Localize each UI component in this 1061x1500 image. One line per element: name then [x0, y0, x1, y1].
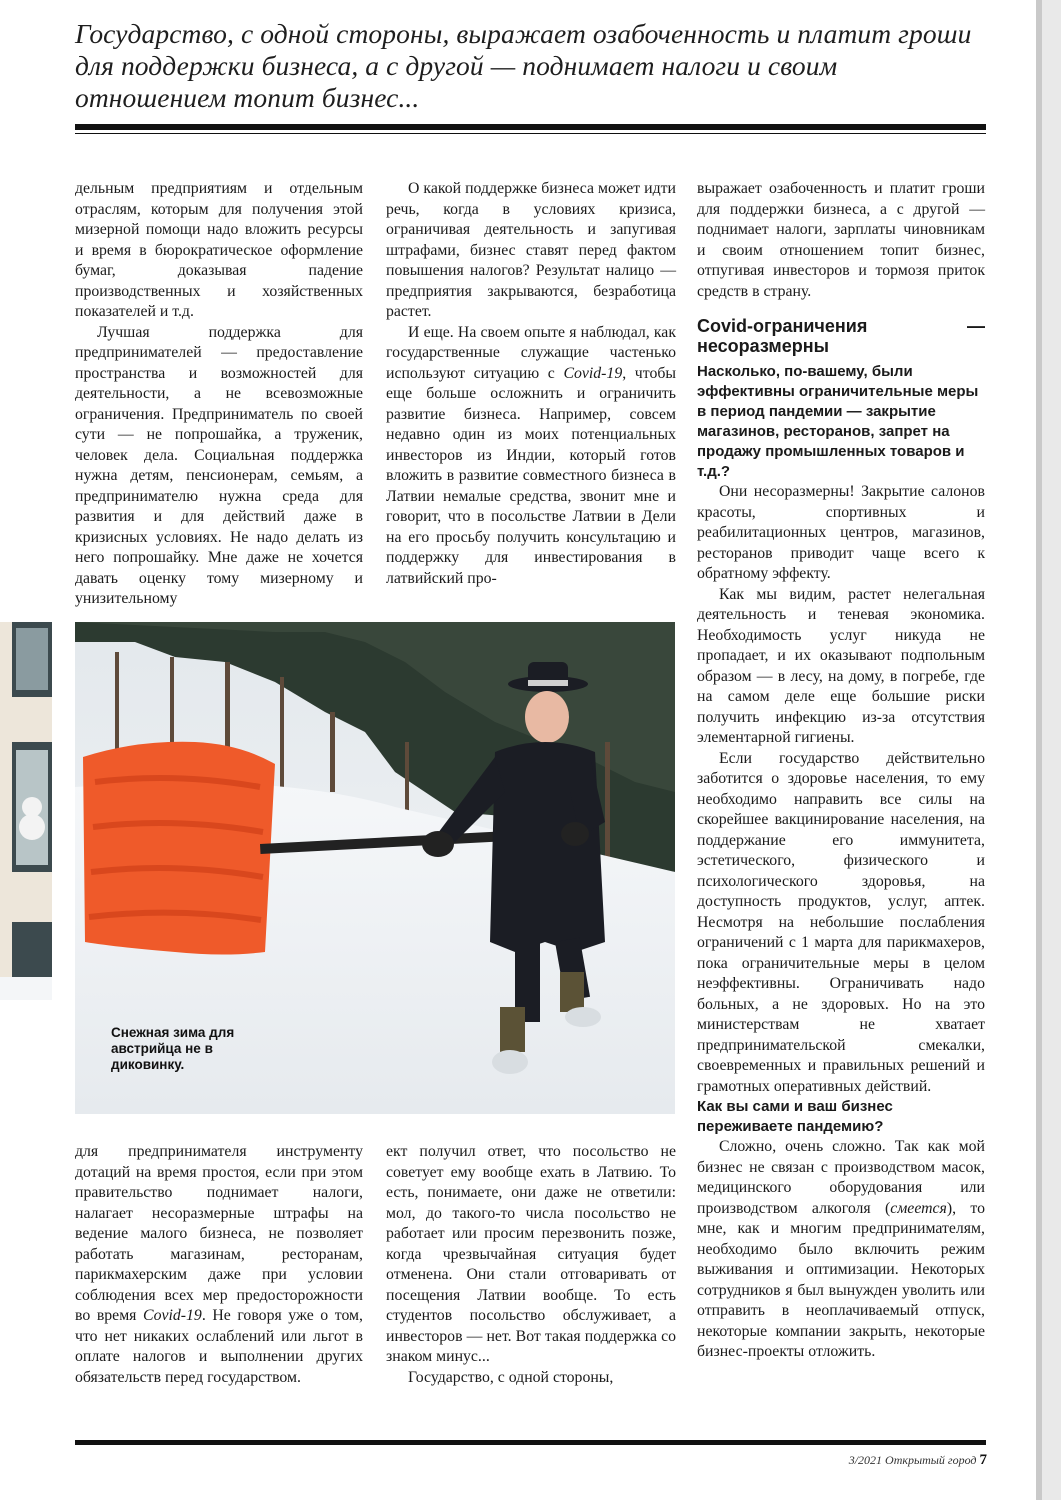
paragraph — [697, 1137, 985, 1363]
page-footer — [812, 1452, 987, 1469]
bottom-rule — [75, 1440, 986, 1445]
text-run: для предпринимателя инструменту дотаций на время простоя, если при этом правительство поднимает налоги, налагает несоразмерные штрафы на ведение малого бизнеса, не позволяет работать магазинам, ресторанам, парикмахерским даже при условии соблюдения всех мер предосторожности во время — [75, 1143, 363, 1324]
page-edge-strip — [1036, 0, 1061, 1500]
italic-term: Covid-19 — [563, 364, 623, 382]
paragraph: Они несоразмерны! Закрытие салонов красоты, спортивных и реабилитационных центров, магазинов, ресторанов приводит чаще всего к обратному эффекту. — [697, 483, 985, 582]
section-subheading: Covid-ограничения — несоразмерны — [697, 316, 985, 356]
paragraph: дельным предприятиям и отдельным отраслям, которым для получения этой мизерной помощи надо вложить ресурсы и время в бюрократическое оформление бумаг, доказывая падение производственных и хозяйственных показателей и т.д. — [75, 180, 363, 320]
paragraph: Если государство действительно заботится о здоровье населения, то ему необходимо направить все силы на скорейшее вакцинирование населения, на поддержание его иммунитета, эстетического, физического и психологического здоровья, на доступность продуктов, услуг, аптек. Несмотря на небольшие послабления ограничений с 1 марта для парикмахеров, пока ограничительные меры в целом неэффективны. Ограничивать надо больных, а не здоровых. Но на это министерствам не хватает предпринимательской смекалки, своевременных и правильных решений и грамотных оперативных действий. — [697, 749, 985, 1095]
italic-remark: смеется — [890, 1199, 947, 1217]
page-number: 7 — [979, 1452, 987, 1468]
top-rule — [75, 124, 986, 130]
text-run: Сложно, очень сложно. Так как мой бизнес не связан с производством масок, медицинского оборудования или производством алкоголя ( — [697, 1138, 985, 1217]
column-3 — [697, 179, 985, 1363]
photo-caption: Снежная зима для австрийца не в диковинку. — [111, 1025, 235, 1072]
pull-quote: Государство, с одной стороны, выражает озабоченность и платит гроши для поддержки бизнеса, а с другой — поднимает налоги и своим отношением топит бизнес... — [75, 18, 972, 113]
top-rule-thin — [75, 133, 986, 134]
paragraph: Государство, с одной стороны, — [408, 1368, 614, 1386]
issue-number: 3/2021 — [848, 1453, 883, 1467]
italic-term: Covid-19 — [143, 1307, 202, 1324]
column-2-bottom — [386, 1142, 676, 1388]
interview-question: Насколько, по-вашему, были эффективны ограничительные меры в период пандемии — закрытие магазинов, ресторанов, запрет на продажу промышленных товаров и т.д.? — [697, 363, 979, 480]
column-2-top — [386, 179, 676, 589]
text-run: . Не говоря уже о том, что нет никаких ослаблений или льгот в оплате налогов и выполнении других обязательств перед государством. — [75, 1307, 363, 1386]
paragraph: Как мы видим, растет нелегальная деятельность и теневая экономика. Необходимость услуг никуда не пропадает, и их оказывают подпольным образом — в лесу, на дому, в погребе, где на самом деле еще большие риски получить инфекцию из-за отсутствия элементарной гигиены. — [697, 585, 985, 746]
text-run: И еще. На своем опыте я наблюдал, как государственные служащие частенько используют ситуацию с — [386, 323, 676, 382]
paragraph: Лучшая поддержка для предпринимателей — предоставление пространства и возможностей для деятельности, а не всевозможные ограничения. Предприниматель по своей сути — не попрошайка, а труженик, человек дела. Социальная поддержка нужна детям, пенсионерам, семьям, а предпринимателю нужна среда для развития и для действий даже в кризисных условиях. Не надо делать из него попрошайку. Мне даже не хочется давать оценку тому мизерному и унизительному — [75, 323, 363, 607]
paragraph — [386, 323, 676, 590]
magazine-name: Открытый город — [885, 1453, 977, 1467]
interview-question: Как вы сами и ваш бизнес переживаете пандемию? — [697, 1098, 893, 1135]
paragraph — [75, 1142, 363, 1388]
page-edge-shadow — [1036, 0, 1042, 1500]
column-1-bottom — [75, 1142, 363, 1388]
text-run: ), то мне, как и многим предпринимателям, необходимо было включить режим выживания и оптимизации. Некоторых сотрудников я был вынужден уволить или отправить в неоплачиваемый отпуск, некоторые компании закрыть, некоторые бизнес-проекты отложить. — [697, 1199, 985, 1360]
paragraph: О какой поддержке бизнеса может идти речь, когда в условиях кризиса, ограничивая деятельность и запугивая штрафами, бизнес ставят перед фактом повышения налогов? Результат налицо — предприятия закрываются, безработица растет. — [386, 180, 676, 320]
column-1-top — [75, 179, 363, 610]
building-fragment — [0, 622, 52, 1000]
paragraph: выражает озабоченность и платит гроши для поддержки бизнеса, а с другой — поднимает налоги, зарплаты чиновникам и своим отношением топит бизнес, отпугивая инвесторов и тормозя приток средств в страну. — [697, 180, 985, 300]
text-run: , чтобы еще больше осложнить и ограничить развитие бизнеса. Например, совсем недавно один из моих потенциальных инвесторов из Индии, который готов вложить в развитие совместного бизнеса в Латвии немалые средства, звонит мне и говорит, что в посольстве Латвии в Дели на его просьбу получить консультацию и поддержку для инвестирования в латвийский про- — [386, 364, 676, 587]
paragraph: ект получил ответ, что посольство не советует ему вообще ехать в Латвию. То есть, понимаете, они даже не ответили: мол, до такого-то числа посольство не работает или просим перезвонить позже, когда чрезвычайная ситуация будет отменена. Они стали отговаривать от посещения Латвии вообще. То есть студентов посольство обслуживает, а инвесторов — нет. Вот такая поддержка со знаком минус... — [386, 1143, 676, 1365]
